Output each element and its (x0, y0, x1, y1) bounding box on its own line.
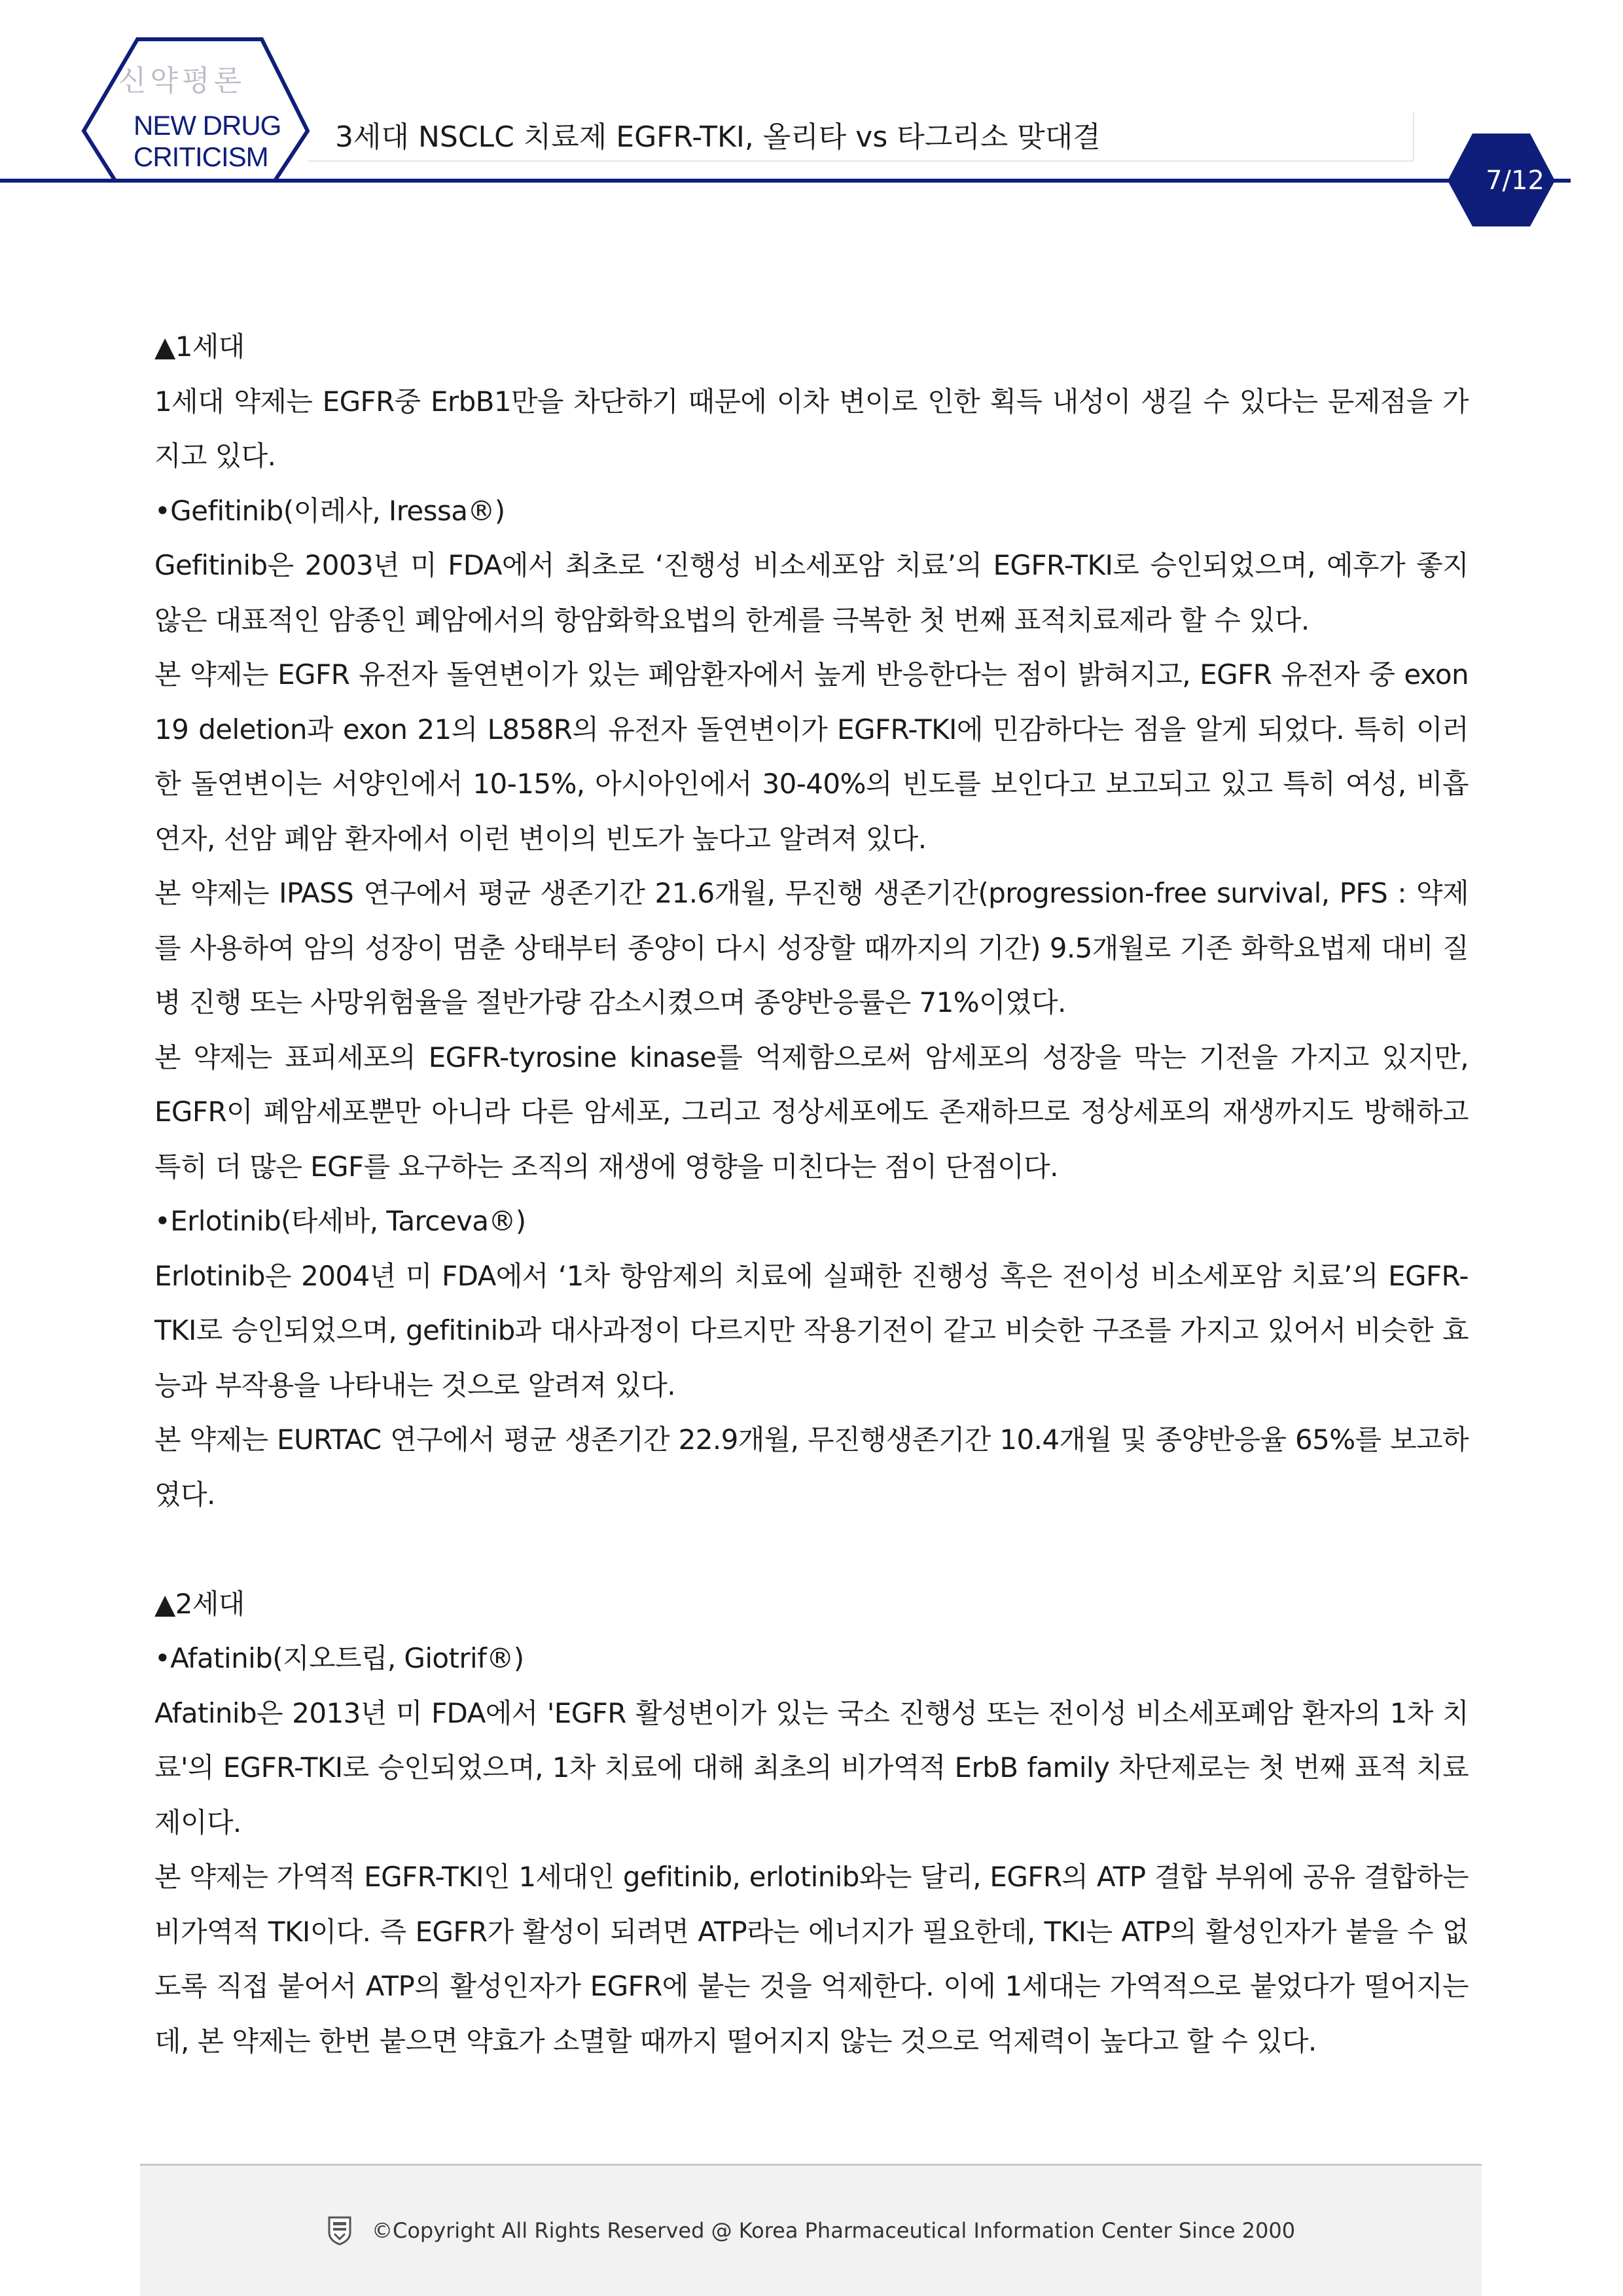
paragraph-afatinib-2: 본 약제는 가역적 EGFR-TKI인 1세대인 gefitinib, erlotinib와는 달리, EGFR의 ATP 결합 부위에 공유 결합하는 비가역적 TKI이다. 즉 EGFR가 활성이 되려면 ATP라는 에너지가 필요한데, TKI는 ATP의 활성인자가 붙을 수 없도록 직접 붙어서 ATP의 활성인자가 EGFR에 붙는 것을 억제한다. 이에 1세대는 가역적으로 붙었다가 떨어지는데, 본 약제는 한번 붙으면 약효가 소멸할 때까지 떨어지지 않는 것으로 억제력이 높다고 할 수 있다. (154, 1861, 1469, 2057)
paragraph-gefitinib-4: 본 약제는 표피세포의 EGFR-tyrosine kinase를 억제함으로써 암세포의 성장을 막는 기전을 가지고 있지만, EGFR이 폐암세포뿐만 아니라 다른 암세포, 그리고 정상세포에도 존재하므로 정상세포의 재생까지도 방해하고 특히 더 많은 EGF를 요구하는 조직의 재생에 영향을 미친다는 점이 단점이다. (154, 1041, 1469, 1183)
paragraph-gefitinib-1: Gefitinib은 2003년 미 FDA에서 최초로 ‘진행성 비소세포암 치료’의 EGFR-TKI로 승인되었으며, 예후가 좋지 않은 대표적인 암종인 폐암에서의 항암화학요법의 한계를 극복한 첫 번째 표적치료제라 할 수 있다. (154, 549, 1469, 636)
paragraph-erlotinib-1: Erlotinib은 2004년 미 FDA에서 ‘1차 항암제의 치료에 실패한 진행성 혹은 전이성 비소세포암 치료’의 EGFR-TKI로 승인되었으며, gefitinib과 대사과정이 다르지만 작용기전이 같고 비슷한 구조를 가지고 있어서 비슷한 효능과 부작용을 나타내는 것으로 알려져 있다. (154, 1259, 1469, 1401)
logo-english-line2: CRITICISM (134, 141, 268, 172)
seal-icon (327, 2215, 353, 2246)
section-heading-gen1: ▲1세대 (154, 331, 245, 363)
paragraph-gefitinib-3: 본 약제는 IPASS 연구에서 평균 생존기간 21.6개월, 무진행 생존기간(progression-free survival, PFS : 약제를 사용하여 암의 성장이 멈춘 상태부터 종양이 다시 성장할 때까지의 기간) 9.5개월로 기존 화학요법제 대비 질병 진행 또는 사망위험율을 절반가량 감소시켰으며 종양반응률은 71%이였다. (154, 877, 1469, 1018)
copyright-text: ©Copyright All Rights Reserved @ Korea Pharmaceutical Information Center Since 2000 (371, 2218, 1296, 2243)
logo-english (84, 110, 306, 173)
page-footer (140, 2164, 1482, 2296)
paragraph-afatinib-1: Afatinib은 2013년 미 FDA에서 'EGFR 활성변이가 있는 국소 진행성 또는 전이성 비소세포폐암 환자의 1차 치료'의 EGFR-TKI로 승인되었으며, 1차 치료에 대해 최초의 비가역적 ErbB family 차단제로는 첫 번째 표적 치료제이다. (154, 1696, 1469, 1839)
drug-heading-erlotinib: •Erlotinib(타세바, Tarceva®) (154, 1205, 526, 1237)
section-spacer (154, 1522, 1469, 1577)
page-number: 7/12 (1486, 166, 1544, 196)
drug-heading-gefitinib: •Gefitinib(이레사, Iressa®) (154, 494, 505, 527)
paragraph-gen1-intro: 1세대 약제는 EGFR중 ErbB1만을 차단하기 때문에 이차 변이로 인한 획득 내성이 생길 수 있다는 문제점을 가지고 있다. (154, 385, 1469, 472)
article-body (154, 319, 1469, 2068)
paragraph-gefitinib-2: 본 약제는 EGFR 유전자 돌연변이가 있는 폐암환자에서 높게 반응한다는 점이 밝혀지고, EGFR 유전자 중 exon 19 deletion과 exon 21의 L858R의 유전자 돌연변이가 EGFR-TKI에 민감하다는 점을 알게 되었다. 특히 이러한 돌연변이는 서양인에서 10-15%, 아시아인에서 30-40%의 빈도를 보인다고 보고되고 있고 특히 여성, 비흡연자, 선암 폐암 환자에서 이런 변이의 빈도가 높다고 알려져 있다. (154, 658, 1469, 855)
drug-heading-afatinib: •Afatinib(지오트립, Giotrif®) (154, 1642, 524, 1674)
document-title: 3세대 NSCLC 치료제 EGFR-TKI, 올리타 vs 타그리소 맞대결 (335, 120, 1101, 154)
paragraph-erlotinib-2: 본 약제는 EURTAC 연구에서 평균 생존기간 22.9개월, 무진행생존기간 10.4개월 및 종양반응율 65%를 보고하였다. (154, 1424, 1469, 1511)
footer-content (140, 2215, 1482, 2246)
logo-korean: 신약평론 (118, 64, 245, 98)
section-heading-gen2: ▲2세대 (154, 1587, 245, 1620)
logo-english-line1: NEW DRUG (134, 110, 281, 141)
